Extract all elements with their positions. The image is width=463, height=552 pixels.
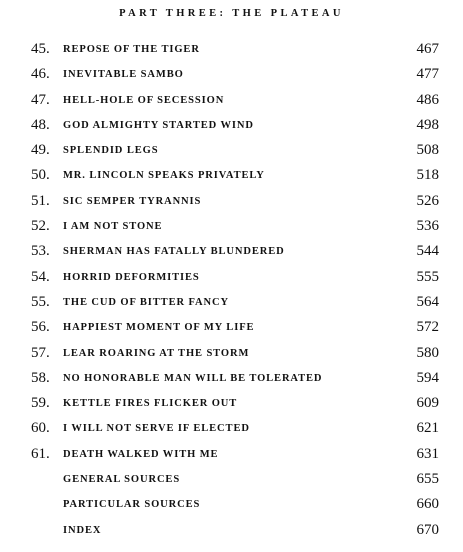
page-number: 564: [416, 293, 439, 310]
chapter-title: I AM NOT STONE: [63, 221, 163, 233]
page-number: 518: [416, 167, 439, 184]
toc-entry: [0, 239, 463, 264]
chapter-title: SPLENDID LEGS: [63, 145, 159, 157]
chapter-title: DEATH WALKED WITH ME: [63, 448, 219, 460]
page-number: 660: [416, 496, 439, 513]
toc-entry: [0, 113, 463, 138]
toc-entry: [0, 163, 463, 188]
toc-entry: [0, 138, 463, 163]
toc-entry: [0, 214, 463, 239]
chapter-number: 61.: [31, 445, 50, 462]
chapter-number: 50.: [31, 167, 50, 184]
chapter-title: HAPPIEST MOMENT OF MY LIFE: [63, 322, 255, 334]
toc-entry: [0, 265, 463, 290]
page-number: 486: [416, 91, 439, 108]
chapter-title: THE CUD OF BITTER FANCY: [63, 296, 229, 308]
page-number: 609: [416, 395, 439, 412]
page-number: 467: [416, 41, 439, 57]
chapter-title: MR. LINCOLN SPEAKS PRIVATELY: [63, 170, 265, 182]
toc-entry: [0, 290, 463, 315]
chapter-number: 47.: [31, 91, 50, 108]
toc-entry: [0, 366, 463, 391]
chapter-number: 58.: [31, 369, 50, 386]
toc-entry: [0, 442, 463, 467]
chapter-title: HELL-HOLE OF SECESSION: [63, 94, 225, 106]
chapter-number: 51.: [31, 192, 50, 209]
page-number: 631: [416, 445, 439, 462]
page-number: 621: [416, 420, 439, 437]
chapter-number: 48.: [31, 116, 50, 133]
chapter-title: PARTICULAR SOURCES: [63, 499, 201, 511]
chapter-number: 60.: [31, 420, 50, 437]
page-number: 594: [416, 369, 439, 386]
page-number: 655: [416, 471, 439, 488]
toc-entry: [0, 492, 463, 517]
page-number: 536: [416, 218, 439, 235]
chapter-title: HORRID DEFORMITIES: [63, 271, 200, 283]
chapter-title: SIC SEMPER TYRANNIS: [63, 195, 202, 207]
chapter-title: INDEX: [63, 524, 102, 536]
chapter-number: 52.: [31, 218, 50, 235]
chapter-title: LEAR ROARING AT THE STORM: [63, 347, 250, 359]
chapter-title: KETTLE FIRES FLICKER OUT: [63, 398, 238, 410]
page-number: 526: [416, 192, 439, 209]
chapter-title: GOD ALMIGHTY STARTED WIND: [63, 119, 254, 131]
toc-entry: [0, 37, 463, 62]
chapter-number: 55.: [31, 293, 50, 310]
page-number: 498: [416, 116, 439, 133]
chapter-title: SHERMAN HAS FATALLY BLUNDERED: [63, 246, 285, 258]
toc-entry: [0, 518, 463, 543]
chapter-title: NO HONORABLE MAN WILL BE TOLERATED: [63, 372, 323, 384]
chapter-title: I WILL NOT SERVE IF ELECTED: [63, 423, 250, 435]
toc-entry: [0, 341, 463, 366]
toc-entry: [0, 315, 463, 340]
chapter-number: 57.: [31, 344, 50, 361]
page-number: 670: [416, 521, 439, 538]
chapter-number: 49.: [31, 142, 50, 159]
chapter-title: INEVITABLE SAMBO: [63, 69, 184, 81]
chapter-number: 59.: [31, 395, 50, 412]
page-number: 580: [416, 344, 439, 361]
chapter-title: GENERAL SOURCES: [63, 474, 181, 486]
page-number: 572: [416, 319, 439, 336]
chapter-title: REPOSE OF THE TIGER: [63, 44, 200, 55]
chapter-number: 45.: [31, 41, 50, 57]
table-of-contents: [0, 37, 463, 543]
page-number: 555: [416, 268, 439, 285]
page-number: 544: [416, 243, 439, 260]
toc-entry: [0, 62, 463, 87]
chapter-number: 56.: [31, 319, 50, 336]
toc-entry: [0, 88, 463, 113]
toc-entry: [0, 416, 463, 441]
page-number: 477: [416, 66, 439, 83]
chapter-number: 46.: [31, 66, 50, 83]
toc-entry: [0, 467, 463, 492]
part-heading: PART THREE: THE PLATEAU: [119, 8, 344, 19]
page-number: 508: [416, 142, 439, 159]
chapter-number: 53.: [31, 243, 50, 260]
chapter-number: 54.: [31, 268, 50, 285]
toc-entry: [0, 391, 463, 416]
toc-entry: [0, 189, 463, 214]
